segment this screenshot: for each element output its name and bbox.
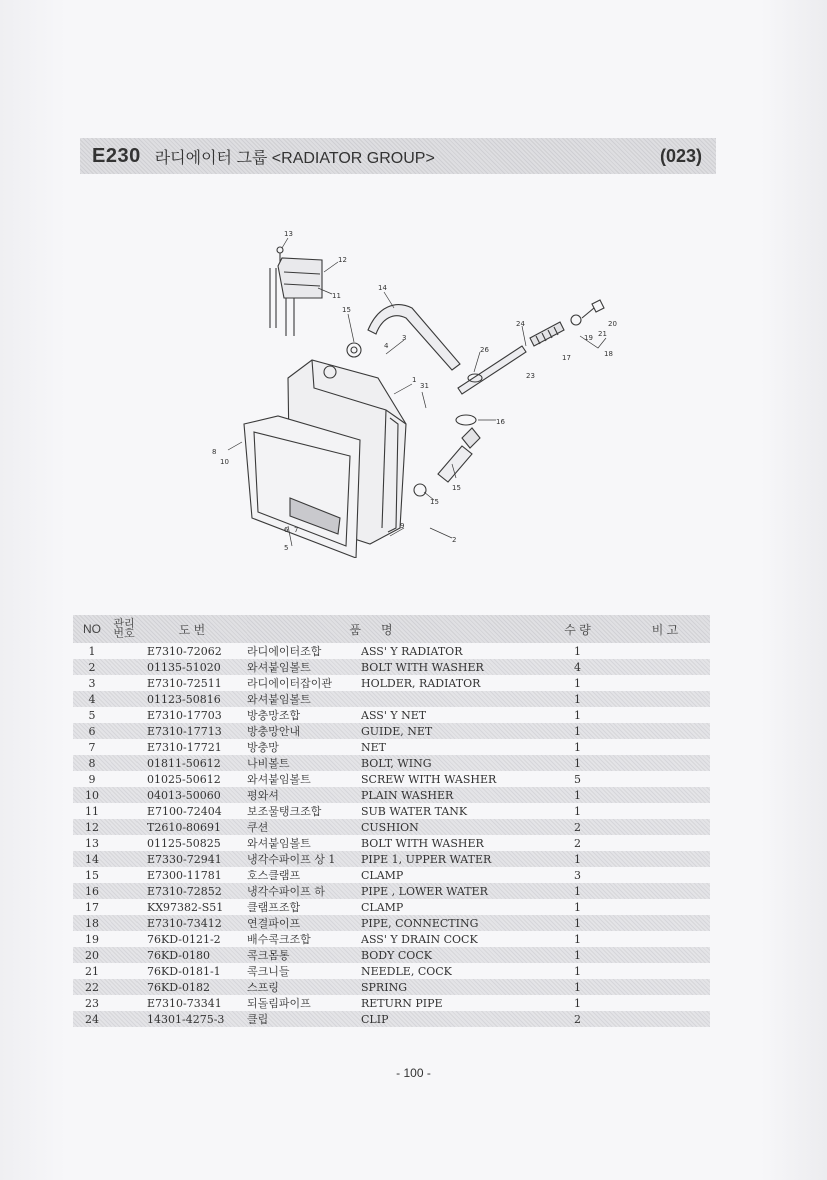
section-code: E230 — [92, 144, 141, 167]
row-name-ko: 와셔붙임볼트 — [247, 837, 311, 850]
callout-18: 17 — [562, 354, 571, 362]
row-name-ko: 보조물탱크조합 — [247, 805, 322, 818]
section-title: 라디에이터 그룹 <RADIATOR GROUP> — [154, 149, 435, 167]
row-name-ko: 쿠션 — [247, 819, 361, 835]
row-name-ko: 방충망안내 — [247, 723, 361, 739]
callout-13: 13 — [284, 230, 293, 238]
callout-12: 12 — [338, 256, 347, 264]
row-mgmt — [111, 963, 137, 979]
row-no: 22 — [73, 979, 111, 995]
row-no: 2 — [73, 659, 111, 675]
row-name-ko: 나비볼트 — [247, 755, 361, 771]
row-remarks — [620, 1011, 710, 1027]
row-name-ko: 콕크몸통 — [247, 947, 361, 963]
row-mgmt — [111, 739, 137, 755]
net-screen-drawing — [244, 416, 360, 558]
row-name-en: NET — [361, 740, 386, 754]
row-remarks — [620, 739, 710, 755]
row-quantity: 1 — [574, 900, 581, 914]
row-name-en: BOLT WITH WASHER — [361, 836, 484, 850]
row-remarks — [620, 851, 710, 867]
parts-list-table — [73, 615, 710, 1027]
row-part-number: E7310-17713 — [137, 723, 247, 739]
row-no: 21 — [85, 964, 99, 978]
row-name-en: ASS' Y DRAIN COCK — [361, 932, 478, 946]
header-remarks: 비 고 — [620, 615, 710, 643]
row-no: 8 — [73, 755, 111, 771]
row-name-en: GUIDE, NET — [361, 723, 535, 739]
callout-15-top: 15 — [342, 306, 351, 314]
row-remarks — [620, 915, 710, 931]
row-name-en: PIPE , LOWER WATER — [361, 883, 535, 899]
row-remarks — [620, 771, 710, 787]
callout-17: 16 — [496, 418, 505, 426]
row-name-en: PLAIN WASHER — [361, 787, 535, 803]
row-name-ko: 방충망조합 — [247, 709, 301, 722]
row-no: 24 — [73, 1011, 111, 1027]
row-mgmt — [111, 979, 137, 995]
row-name-en: BODY COCK — [361, 947, 535, 963]
row-name-ko: 클립 — [247, 1011, 361, 1027]
header-drawing-number: 도 번 — [137, 615, 247, 643]
row-no: 18 — [73, 915, 111, 931]
callout-10: 10 — [220, 458, 229, 466]
row-remarks — [620, 931, 710, 947]
radiator-exploded-diagram — [190, 228, 650, 558]
row-no: 13 — [85, 836, 99, 850]
row-part-number: E7310-73341 — [147, 996, 222, 1010]
row-no: 17 — [85, 900, 99, 914]
table-row — [73, 1011, 710, 1027]
page-number: - 100 - — [396, 1066, 431, 1080]
callout-5: 5 — [284, 544, 289, 552]
row-mgmt — [111, 899, 137, 915]
callout-7: 7 — [294, 526, 299, 534]
row-quantity: 1 — [535, 755, 620, 771]
header-mgmt-number: 관리번호 — [111, 615, 137, 643]
row-name-en — [361, 691, 535, 707]
row-part-number: 01135-51020 — [137, 659, 247, 675]
table-row — [73, 867, 710, 883]
row-name-ko: 되돌림파이프 — [247, 997, 311, 1010]
callout-15-bottom: 15 — [430, 498, 439, 506]
row-remarks — [620, 675, 710, 691]
row-name-en: CLIP — [361, 1011, 535, 1027]
lower-water-pipe-drawing — [414, 415, 480, 496]
table-row — [73, 675, 710, 691]
row-name-en: CLAMP — [361, 900, 404, 914]
row-no: 9 — [88, 772, 96, 786]
row-remarks — [620, 883, 710, 899]
row-quantity: 1 — [574, 804, 581, 818]
callout-19: 18 — [604, 350, 613, 358]
row-quantity: 1 — [535, 787, 620, 803]
table-row — [73, 787, 710, 803]
row-part-number: E7310-72062 — [147, 644, 222, 658]
row-remarks — [620, 659, 710, 675]
row-part-number: E7300-11781 — [147, 868, 222, 882]
row-name-en: ASS' Y NET — [361, 708, 427, 722]
row-quantity: 3 — [574, 868, 581, 882]
row-mgmt — [111, 803, 137, 819]
row-name-ko: 냉각수파이프 상 1 — [247, 851, 361, 867]
row-mgmt — [111, 995, 137, 1011]
row-no: 16 — [73, 883, 111, 899]
row-no: 20 — [73, 947, 111, 963]
callout-22: 21 — [598, 330, 607, 338]
row-remarks — [620, 723, 710, 739]
row-mgmt — [111, 643, 137, 659]
row-remarks — [620, 963, 710, 979]
row-remarks — [620, 979, 710, 995]
callout-26: 24 — [516, 320, 525, 328]
row-part-number: 01123-50816 — [137, 691, 247, 707]
row-part-number: E7310-72511 — [147, 676, 222, 690]
row-mgmt — [111, 947, 137, 963]
table-row — [73, 851, 710, 867]
row-name-ko: 라디에이터조합 — [247, 645, 322, 658]
row-part-number: 76KD-0180 — [137, 947, 247, 963]
table-row — [73, 947, 710, 963]
callout-21: 20 — [608, 320, 617, 328]
section-page-ref: (023) — [659, 145, 702, 166]
row-name-en: PIPE, CONNECTING — [361, 915, 535, 931]
header-name-en: 명 — [361, 615, 535, 643]
row-quantity: 1 — [574, 708, 581, 722]
row-part-number: KX97382-S51 — [147, 900, 224, 914]
callout-9: 9 — [400, 522, 405, 530]
row-name-en: NEEDLE, COCK — [361, 964, 452, 978]
row-mgmt — [111, 691, 137, 707]
row-quantity: 1 — [574, 964, 581, 978]
row-name-en: BOLT, WING — [361, 755, 535, 771]
row-name-ko: 클램프조합 — [247, 901, 301, 914]
callout-24: 31 — [420, 382, 429, 390]
table-row — [73, 915, 710, 931]
row-remarks — [620, 947, 710, 963]
row-no: 1 — [88, 644, 96, 658]
row-remarks — [620, 899, 710, 915]
row-mgmt — [111, 819, 137, 835]
row-name-ko: 호스클램프 — [247, 869, 301, 882]
row-quantity: 1 — [535, 979, 620, 995]
parts-list-body — [73, 643, 710, 1027]
row-remarks — [620, 835, 710, 851]
row-no: 10 — [73, 787, 111, 803]
row-name-en: RETURN PIPE — [361, 996, 443, 1010]
row-part-number: E7310-17721 — [147, 740, 222, 754]
row-mgmt — [111, 675, 137, 691]
row-quantity: 2 — [574, 836, 581, 850]
row-no: 4 — [73, 691, 111, 707]
row-part-number: 76KD-0121-2 — [147, 932, 221, 946]
row-name-ko: 와셔붙임볼트 — [247, 773, 311, 786]
row-mgmt — [111, 771, 137, 787]
callout-8: 8 — [212, 448, 217, 456]
row-name-en: SUB WATER TANK — [361, 804, 468, 818]
row-quantity: 1 — [574, 932, 581, 946]
callout-23: 23 — [526, 372, 535, 380]
row-part-number: 04013-50060 — [137, 787, 247, 803]
row-name-ko: 와셔붙임볼트 — [247, 659, 361, 675]
row-name-en: PIPE 1, UPPER WATER — [361, 851, 535, 867]
header-name-ko: 품 — [247, 615, 361, 643]
row-name-ko: 연결파이프 — [247, 915, 361, 931]
row-mgmt — [111, 883, 137, 899]
callout-16: 15 — [452, 484, 461, 492]
row-name-en: HOLDER, RADIATOR — [361, 676, 481, 690]
table-row — [73, 643, 710, 659]
section-title-bar — [80, 138, 716, 174]
row-quantity: 1 — [535, 915, 620, 931]
row-quantity: 2 — [535, 1011, 620, 1027]
row-mgmt — [111, 835, 137, 851]
row-part-number: E7330-72941 — [137, 851, 247, 867]
row-quantity: 1 — [535, 883, 620, 899]
row-remarks — [620, 867, 710, 883]
row-remarks — [620, 787, 710, 803]
row-name-en: SPRING — [361, 979, 535, 995]
header-no: NO — [73, 615, 111, 643]
row-quantity: 1 — [574, 996, 581, 1010]
row-no: 23 — [85, 996, 99, 1010]
row-mgmt — [111, 915, 137, 931]
row-remarks — [620, 707, 710, 723]
row-no: 19 — [85, 932, 99, 946]
row-remarks — [620, 803, 710, 819]
row-name-ko: 콕크니들 — [247, 965, 290, 978]
table-row — [73, 691, 710, 707]
table-row — [73, 979, 710, 995]
row-name-en: CUSHION — [361, 819, 535, 835]
row-no: 11 — [85, 804, 99, 818]
callout-31: 26 — [480, 346, 489, 354]
table-row — [73, 707, 710, 723]
callout-6: 6 — [284, 526, 289, 534]
row-quantity: 5 — [574, 772, 581, 786]
row-part-number: 76KD-0181-1 — [147, 964, 221, 978]
row-remarks — [620, 643, 710, 659]
row-part-number: 76KD-0182 — [137, 979, 247, 995]
row-quantity: 2 — [535, 819, 620, 835]
row-name-en: SCREW WITH WASHER — [361, 772, 497, 786]
row-no: 6 — [73, 723, 111, 739]
row-part-number: 14301-4275-3 — [137, 1011, 247, 1027]
row-part-number: E7310-72852 — [137, 883, 247, 899]
callout-14: 14 — [378, 284, 387, 292]
row-part-number: 01811-50612 — [137, 755, 247, 771]
row-name-ko: 스프링 — [247, 979, 361, 995]
row-quantity: 1 — [574, 676, 581, 690]
callout-3: 3 — [402, 334, 407, 342]
row-no: 7 — [88, 740, 96, 754]
table-row — [73, 963, 710, 979]
table-row — [73, 739, 710, 755]
callout-20: 19 — [584, 334, 593, 342]
table-row — [73, 771, 710, 787]
table-row — [73, 899, 710, 915]
row-name-en: CLAMP — [361, 868, 404, 882]
table-header-row — [73, 615, 710, 643]
table-row — [73, 723, 710, 739]
row-name-en: BOLT WITH WASHER — [361, 659, 535, 675]
sub-water-tank-drawing — [270, 247, 322, 336]
table-row — [73, 755, 710, 771]
table-row — [73, 883, 710, 899]
row-remarks — [620, 819, 710, 835]
callout-1: 1 — [412, 376, 417, 384]
row-no: 3 — [88, 676, 96, 690]
row-part-number: 01125-50825 — [147, 836, 221, 850]
row-part-number: E7310-73412 — [137, 915, 247, 931]
row-part-number: T2610-80691 — [137, 819, 247, 835]
row-mgmt — [111, 723, 137, 739]
row-part-number: E7100-72404 — [147, 804, 222, 818]
row-mgmt — [111, 1011, 137, 1027]
row-no: 5 — [88, 708, 96, 722]
row-remarks — [620, 691, 710, 707]
row-name-en: ASS' Y RADIATOR — [361, 644, 463, 658]
row-mgmt — [111, 659, 137, 675]
table-row — [73, 931, 710, 947]
row-mgmt — [111, 851, 137, 867]
row-no: 14 — [73, 851, 111, 867]
row-quantity: 1 — [535, 851, 620, 867]
table-row — [73, 803, 710, 819]
row-mgmt — [111, 755, 137, 771]
row-name-ko: 라디에이터잡이관 — [247, 677, 333, 690]
row-no: 12 — [73, 819, 111, 835]
callout-2: 2 — [452, 536, 457, 544]
callout-11: 11 — [332, 292, 341, 300]
row-mgmt — [111, 867, 137, 883]
row-mgmt — [111, 787, 137, 803]
table-row — [73, 995, 710, 1011]
row-name-ko: 배수콕크조합 — [247, 933, 311, 946]
header-quantity: 수 량 — [535, 615, 620, 643]
row-mgmt — [111, 707, 137, 723]
row-mgmt — [111, 931, 137, 947]
row-quantity: 1 — [535, 691, 620, 707]
row-remarks — [620, 995, 710, 1011]
table-row — [73, 659, 710, 675]
row-quantity: 1 — [574, 740, 581, 754]
row-quantity: 4 — [535, 659, 620, 675]
row-name-ko: 냉각수파이프 하 — [247, 883, 361, 899]
row-quantity: 1 — [535, 723, 620, 739]
row-name-ko: 방충망 — [247, 741, 279, 754]
table-row — [73, 835, 710, 851]
row-name-ko: 와셔붙임볼트 — [247, 691, 361, 707]
row-no: 15 — [85, 868, 99, 882]
row-remarks — [620, 755, 710, 771]
row-part-number: E7310-17703 — [147, 708, 222, 722]
row-part-number: 01025-50612 — [147, 772, 221, 786]
table-row — [73, 819, 710, 835]
row-quantity: 1 — [535, 947, 620, 963]
callout-4: 4 — [384, 342, 389, 350]
row-name-ko: 평와셔 — [247, 787, 361, 803]
row-quantity: 1 — [574, 644, 581, 658]
